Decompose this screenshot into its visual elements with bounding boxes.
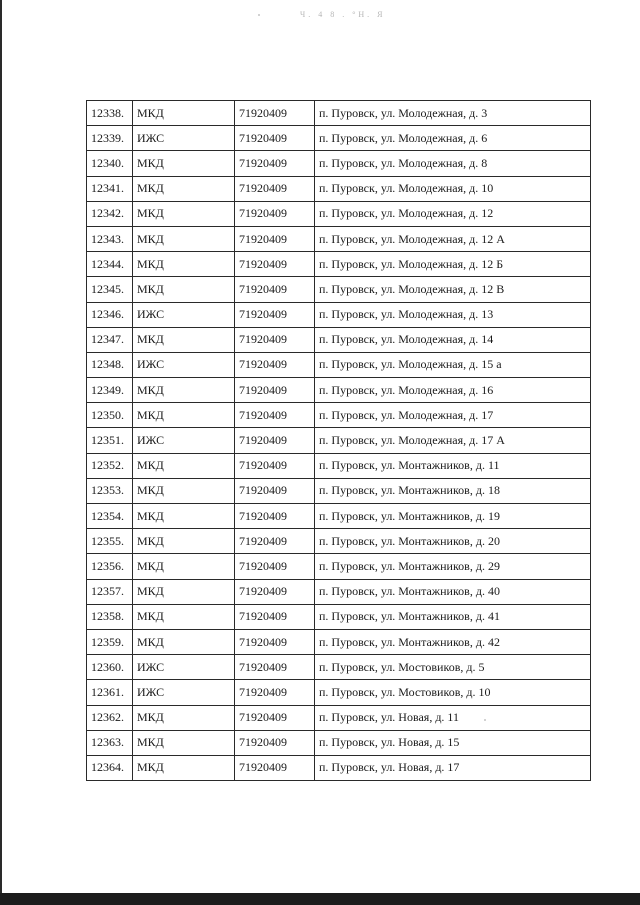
row-number-cell: 12359. [87,629,133,654]
address-cell: п. Пуровск, ул. Молодежная, д. 17 [315,403,591,428]
row-number-cell: 12361. [87,680,133,705]
address-cell: п. Пуровск, ул. Монтажников, д. 11 [315,453,591,478]
building-type-cell: МКД [133,101,235,126]
table-row [87,579,591,604]
address-cell: п. Пуровск, ул. Молодежная, д. 15 а [315,352,591,377]
address-cell: п. Пуровск, ул. Новая, д. 17 [315,755,591,780]
oktmo-code-cell: 71920409 [235,252,315,277]
oktmo-code-cell: 71920409 [235,554,315,579]
registry-table [86,100,591,781]
building-type-cell: ИЖС [133,352,235,377]
building-type-cell: МКД [133,151,235,176]
address-cell: п. Пуровск, ул. Монтажников, д. 20 [315,529,591,554]
row-number-cell: 12341. [87,176,133,201]
table-row [87,176,591,201]
table-row [87,126,591,151]
address-cell: п. Пуровск, ул. Молодежная, д. 12 [315,201,591,226]
building-type-cell: МКД [133,604,235,629]
row-number-cell: 12356. [87,554,133,579]
oktmo-code-cell: 71920409 [235,478,315,503]
table-row [87,378,591,403]
oktmo-code-cell: 71920409 [235,755,315,780]
address-cell: п. Пуровск, ул. Новая, д. 11 [315,705,591,730]
table-row [87,403,591,428]
row-number-cell: 12364. [87,755,133,780]
table-row [87,504,591,529]
scan-bottom-band [0,893,640,905]
building-type-cell: ИЖС [133,680,235,705]
address-cell: п. Пуровск, ул. Новая, д. 15 [315,730,591,755]
building-type-cell: МКД [133,705,235,730]
address-cell: п. Пуровск, ул. Монтажников, д. 42 [315,629,591,654]
row-number-cell: 12358. [87,604,133,629]
address-cell: п. Пуровск, ул. Молодежная, д. 12 В [315,277,591,302]
oktmo-code-cell: 71920409 [235,705,315,730]
table-row [87,730,591,755]
address-cell: п. Пуровск, ул. Молодежная, д. 16 [315,378,591,403]
oktmo-code-cell: 71920409 [235,176,315,201]
oktmo-code-cell: 71920409 [235,201,315,226]
oktmo-code-cell: 71920409 [235,529,315,554]
oktmo-code-cell: 71920409 [235,403,315,428]
building-type-cell: ИЖС [133,126,235,151]
address-cell: п. Пуровск, ул. Мостовиков, д. 5 [315,655,591,680]
oktmo-code-cell: 71920409 [235,655,315,680]
scan-left-edge [0,0,2,905]
table-row [87,226,591,251]
table-row [87,352,591,377]
address-cell: п. Пуровск, ул. Монтажников, д. 19 [315,504,591,529]
table-row [87,655,591,680]
row-number-cell: 12346. [87,302,133,327]
row-number-cell: 12354. [87,504,133,529]
oktmo-code-cell: 71920409 [235,629,315,654]
row-number-cell: 12340. [87,151,133,176]
building-type-cell: МКД [133,504,235,529]
building-type-cell: МКД [133,252,235,277]
row-number-cell: 12343. [87,226,133,251]
table-row [87,428,591,453]
row-number-cell: 12342. [87,201,133,226]
table-row [87,680,591,705]
row-number-cell: 12351. [87,428,133,453]
building-type-cell: МКД [133,529,235,554]
oktmo-code-cell: 71920409 [235,327,315,352]
oktmo-code-cell: 71920409 [235,453,315,478]
table-row [87,529,591,554]
address-cell: п. Пуровск, ул. Молодежная, д. 13 [315,302,591,327]
building-type-cell: МКД [133,277,235,302]
row-number-cell: 12355. [87,529,133,554]
row-number-cell: 12352. [87,453,133,478]
row-number-cell: 12339. [87,126,133,151]
address-cell: п. Пуровск, ул. Монтажников, д. 41 [315,604,591,629]
row-number-cell: 12353. [87,478,133,503]
building-type-cell: МКД [133,730,235,755]
building-type-cell: МКД [133,226,235,251]
oktmo-code-cell: 71920409 [235,151,315,176]
table-row [87,101,591,126]
table-row [87,201,591,226]
building-type-cell: МКД [133,327,235,352]
oktmo-code-cell: 71920409 [235,277,315,302]
oktmo-code-cell: 71920409 [235,604,315,629]
table-row [87,302,591,327]
table-row [87,277,591,302]
row-number-cell: 12348. [87,352,133,377]
row-number-cell: 12362. [87,705,133,730]
address-cell: п. Пуровск, ул. Молодежная, д. 8 [315,151,591,176]
building-type-cell: МКД [133,478,235,503]
scan-artifact-dot [258,14,260,16]
table-row [87,151,591,176]
registry-table-body [87,101,591,781]
table-row [87,252,591,277]
row-number-cell: 12363. [87,730,133,755]
building-type-cell: МКД [133,378,235,403]
oktmo-code-cell: 71920409 [235,428,315,453]
table-row [87,705,591,730]
header-stamp: Ч. 4 8 . °Н. Я [300,10,386,19]
building-type-cell: МКД [133,453,235,478]
row-number-cell: 12344. [87,252,133,277]
row-number-cell: 12338. [87,101,133,126]
table-row [87,604,591,629]
table-row [87,327,591,352]
table-row [87,554,591,579]
oktmo-code-cell: 71920409 [235,302,315,327]
oktmo-code-cell: 71920409 [235,378,315,403]
building-type-cell: МКД [133,403,235,428]
oktmo-code-cell: 71920409 [235,579,315,604]
address-cell: п. Пуровск, ул. Молодежная, д. 14 [315,327,591,352]
address-cell: п. Пуровск, ул. Молодежная, д. 12 А [315,226,591,251]
building-type-cell: МКД [133,176,235,201]
building-type-cell: МКД [133,629,235,654]
building-type-cell: МКД [133,579,235,604]
building-type-cell: ИЖС [133,655,235,680]
oktmo-code-cell: 71920409 [235,101,315,126]
table-row [87,629,591,654]
row-number-cell: 12347. [87,327,133,352]
building-type-cell: ИЖС [133,302,235,327]
row-number-cell: 12345. [87,277,133,302]
table-row [87,453,591,478]
address-cell: п. Пуровск, ул. Мостовиков, д. 10 [315,680,591,705]
building-type-cell: МКД [133,554,235,579]
row-number-cell: 12360. [87,655,133,680]
oktmo-code-cell: 71920409 [235,352,315,377]
oktmo-code-cell: 71920409 [235,680,315,705]
building-type-cell: МКД [133,755,235,780]
oktmo-code-cell: 71920409 [235,126,315,151]
oktmo-code-cell: 71920409 [235,226,315,251]
address-cell: п. Пуровск, ул. Монтажников, д. 40 [315,579,591,604]
table-row [87,478,591,503]
row-number-cell: 12349. [87,378,133,403]
address-cell: п. Пуровск, ул. Молодежная, д. 3 [315,101,591,126]
address-cell: п. Пуровск, ул. Монтажников, д. 29 [315,554,591,579]
address-cell: п. Пуровск, ул. Монтажников, д. 18 [315,478,591,503]
address-cell: п. Пуровск, ул. Молодежная, д. 17 А [315,428,591,453]
building-type-cell: ИЖС [133,428,235,453]
address-cell: п. Пуровск, ул. Молодежная, д. 12 Б [315,252,591,277]
table-row [87,755,591,780]
oktmo-code-cell: 71920409 [235,504,315,529]
building-type-cell: МКД [133,201,235,226]
address-cell: п. Пуровск, ул. Молодежная, д. 10 [315,176,591,201]
row-number-cell: 12357. [87,579,133,604]
oktmo-code-cell: 71920409 [235,730,315,755]
row-number-cell: 12350. [87,403,133,428]
address-cell: п. Пуровск, ул. Молодежная, д. 6 [315,126,591,151]
